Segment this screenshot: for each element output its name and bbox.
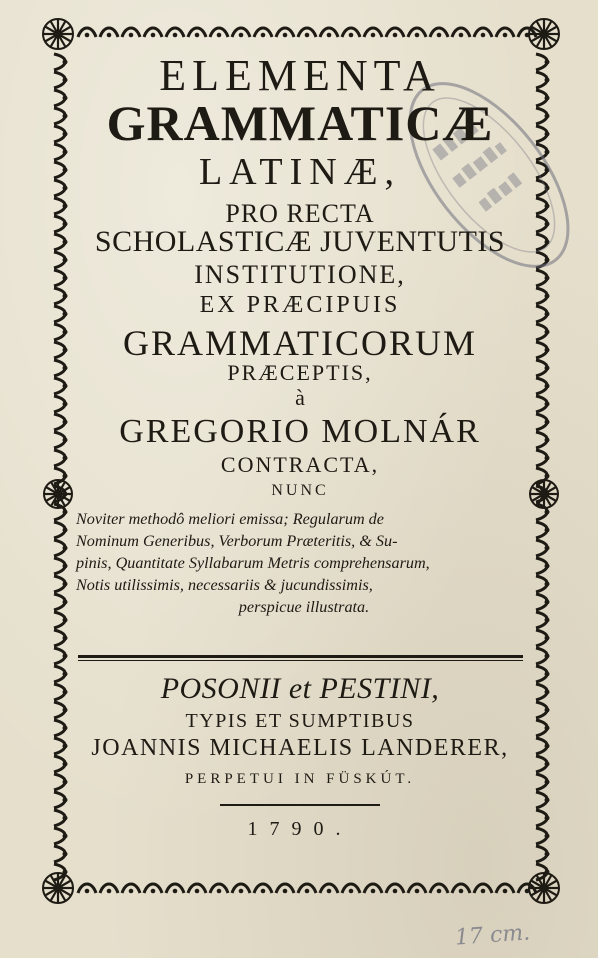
paragraph-line: pinis, Quantitate Syllabarum Metris comprehensarum,	[76, 554, 430, 572]
rosette-ornament	[43, 19, 73, 49]
imprint-typis: TYPIS ET SUMPTIBUS	[185, 710, 415, 732]
chain-ornament-horizontal	[78, 28, 536, 37]
rosette-ornament	[44, 480, 72, 508]
title-line-contracta: CONTRACTA,	[220, 452, 380, 477]
title-line-institutione: INSTITUTIONE,	[194, 260, 406, 289]
rosette-ornament	[529, 19, 559, 49]
title-line-scholasticae: SCHOLASTICÆ JUVENTUTIS	[94, 225, 506, 258]
paragraph-line: perspicue illustrata.	[238, 598, 370, 616]
title-line-grammaticae: GRAMMATICÆ	[106, 95, 494, 151]
title-line-grammaticorum: GRAMMATICORUM	[122, 323, 478, 363]
title-line-nunc: NUNC	[271, 482, 329, 499]
title-line-ex-praecipuis: EX PRÆCIPUIS	[199, 292, 401, 318]
title-line-latinae: LATINÆ,	[198, 151, 402, 193]
divider-rule-thin	[78, 660, 523, 661]
rosette-ornament	[43, 873, 73, 903]
year-divider	[220, 804, 380, 806]
title-line-a: à	[295, 385, 305, 410]
title-line-praeceptis: PRÆCEPTIS,	[227, 360, 373, 385]
rosette-ornament	[530, 480, 558, 508]
title-line-elementa: ELEMENTA	[159, 51, 441, 100]
author-name: GREGORIO MOLNÁR	[119, 413, 481, 450]
description-paragraph	[76, 508, 532, 618]
divider-rule-heavy	[78, 655, 523, 658]
imprint-place: POSONII et PESTINI,	[160, 672, 440, 705]
paragraph-line: Notis utilissimis, necessariis & jucundissimis,	[76, 576, 373, 594]
chain-ornament-vertical	[54, 54, 68, 880]
pencil-annotation: 17 cm.	[454, 920, 531, 951]
imprint-perpetui: PERPETUI IN FÜSKÚT.	[184, 771, 416, 787]
title-line-pro-recta: PRO RECTA	[225, 199, 375, 228]
paragraph-line: Noviter methodô meliori emissa; Regularum de	[76, 510, 384, 528]
publication-year: 1790.	[247, 818, 353, 840]
chain-ornament-horizontal	[78, 884, 536, 893]
paragraph-line: Nominum Generibus, Verborum Præteritis, & Su-	[76, 532, 398, 550]
rosette-ornament	[529, 873, 559, 903]
imprint-printer: JOANNIS MICHAELIS LANDERER,	[91, 735, 509, 761]
